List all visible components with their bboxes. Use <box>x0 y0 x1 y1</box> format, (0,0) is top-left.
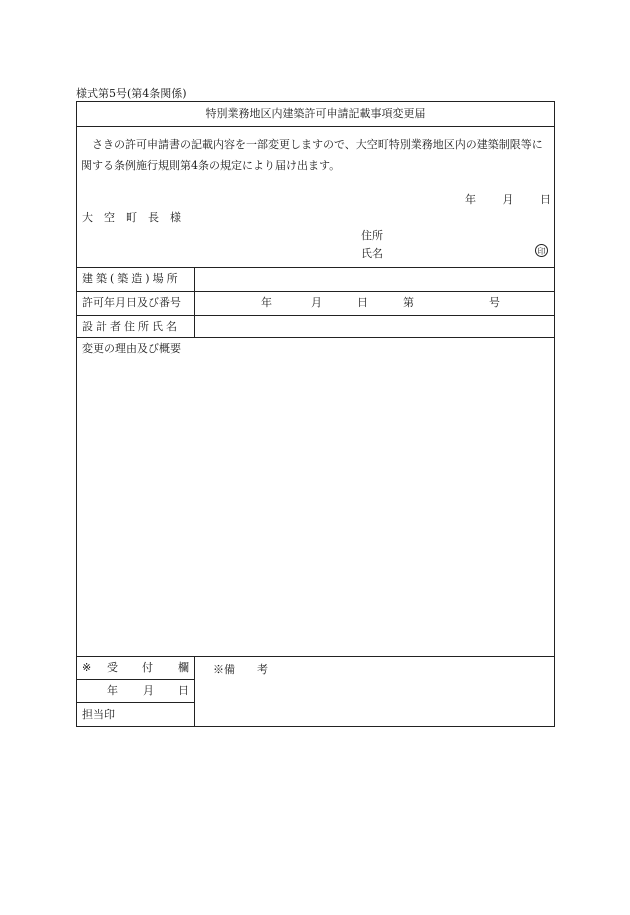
reception-mark: ※ <box>82 661 92 674</box>
permit-row <box>77 291 554 315</box>
reception-box <box>77 657 195 726</box>
reception-date <box>77 680 194 703</box>
form-number: 様式第5号(第4条関係) <box>76 87 187 100</box>
permit-label: 許可年月日及び番号 <box>77 292 195 315</box>
permit-day-label: 日 <box>357 296 368 309</box>
permit-go-label: 号 <box>489 296 500 309</box>
reason-section <box>77 337 554 657</box>
reason-label: 変更の理由及び概要 <box>82 342 181 355</box>
notification-form <box>76 101 555 727</box>
form-title: 特別業務地区内建築許可申請記載事項変更届 <box>77 102 554 127</box>
reception-header <box>77 657 194 680</box>
remarks <box>213 661 268 677</box>
remarks-prefix: ※備 <box>213 663 235 676</box>
permit-month-label: 月 <box>311 296 322 309</box>
date-year-label: 年 <box>465 193 476 206</box>
intro-statement: さきの許可申請書の記載内容を一部変更しますので、大空町特別業務地区内の建築制限等に関する条例施行規則第4条の規定により届け出ます。 <box>81 138 543 172</box>
date-day-label: 日 <box>540 193 551 206</box>
permit-year-label: 年 <box>261 296 272 309</box>
reception-label-2: 付 <box>142 661 153 674</box>
seal-icon: 印 <box>535 244 548 257</box>
remarks-suffix: 考 <box>257 663 268 676</box>
applicant-name-label: 氏名 <box>361 247 383 260</box>
location-row <box>77 267 554 291</box>
permit-fields <box>195 292 556 315</box>
bottom-section <box>77 657 554 726</box>
addressee: 大空町長様 <box>82 211 192 224</box>
location-label: 建築(築造)場所 <box>77 268 195 291</box>
reception-label-3: 欄 <box>178 661 189 674</box>
permit-dai-label: 第 <box>403 296 414 309</box>
date-month-label: 月 <box>502 193 514 206</box>
stamp-label: 担当印 <box>82 708 115 721</box>
designer-label: 設計者住所氏名 <box>77 316 195 337</box>
designer-row <box>77 315 554 337</box>
applicant-address-label: 住所 <box>361 229 383 242</box>
reception-month-label: 月 <box>143 684 154 697</box>
reception-label-1: 受 <box>107 661 118 674</box>
submission-date <box>465 191 551 207</box>
reception-year-label: 年 <box>107 684 118 697</box>
reception-day-label: 日 <box>178 684 189 697</box>
